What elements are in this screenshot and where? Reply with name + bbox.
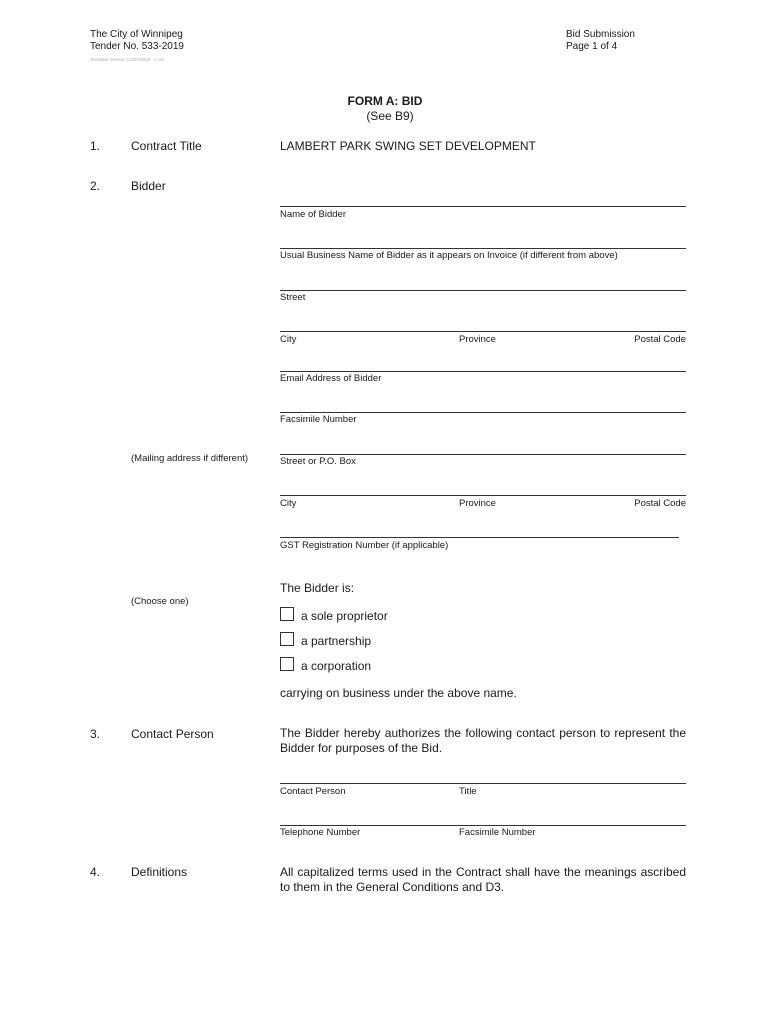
partnership-checkbox[interactable] — [280, 632, 294, 646]
header-bid-submission: Bid Submission — [566, 29, 635, 40]
section-1-label: Contract Title — [131, 139, 202, 153]
form-subtitle: (See B9) — [366, 109, 414, 123]
section-2-label: Bidder — [131, 179, 166, 193]
street-po-line[interactable] — [280, 454, 686, 455]
name-of-bidder-label: Name of Bidder — [280, 209, 347, 220]
contact-title-label: Title — [459, 786, 477, 797]
gst-label: GST Registration Number (if applicable) — [280, 540, 449, 551]
corporation-checkbox[interactable] — [280, 657, 294, 671]
contact-person-line[interactable] — [280, 783, 686, 784]
usual-business-name-label: Usual Business Name of Bidder as it appears on Invoice (if different from above) — [280, 250, 618, 261]
section-3-label: Contact Person — [131, 727, 214, 741]
city-label: City — [280, 334, 297, 345]
definitions-text: All capitalized terms used in the Contract shall have the meanings ascribed to them in the General Conditions and D3. — [280, 865, 686, 894]
contact-authorization-text: The Bidder hereby authorizes the following contact person to represent the Bidder for purposes of the Bid. — [280, 726, 686, 755]
section-2-number: 2. — [90, 179, 101, 193]
email-label: Email Address of Bidder — [280, 373, 382, 384]
mailing-address-note: (Mailing address if different) — [131, 453, 249, 464]
contract-title-value: LAMBERT PARK SWING SET DEVELOPMENT — [280, 139, 536, 153]
fax-line[interactable] — [280, 412, 686, 413]
postal-code-label-2: Postal Code — [634, 498, 686, 509]
city-label-2: City — [280, 498, 297, 509]
city-province-postal-line[interactable] — [280, 331, 686, 332]
header-page: Page 1 of 4 — [566, 41, 618, 52]
street-line[interactable] — [280, 290, 686, 291]
street-label: Street — [280, 292, 306, 303]
street-po-label: Street or P.O. Box — [280, 456, 356, 467]
usual-business-name-line[interactable] — [280, 248, 686, 249]
contact-fax-label: Facsimile Number — [459, 827, 536, 838]
telephone-label: Telephone Number — [280, 827, 361, 838]
carrying-on-business-text: carrying on business under the above name. — [280, 686, 517, 700]
form-title: FORM A: BID — [347, 94, 423, 108]
corporation-label: a corporation — [301, 659, 372, 673]
email-line[interactable] — [280, 371, 686, 372]
province-label: Province — [459, 334, 496, 345]
section-3-number: 3. — [90, 727, 101, 741]
header-template: Template Version: C32019010 - C 2X — [90, 57, 165, 62]
section-1-number: 1. — [90, 139, 101, 153]
telephone-line[interactable] — [280, 825, 686, 826]
header-tender: Tender No. 533-2019 — [90, 41, 184, 52]
partnership-label: a partnership — [301, 634, 372, 648]
fax-label: Facsimile Number — [280, 414, 357, 425]
choose-one-note: (Choose one) — [131, 596, 189, 607]
sole-proprietor-checkbox[interactable] — [280, 607, 294, 621]
header-org: The City of Winnipeg — [90, 29, 183, 40]
mailing-city-line[interactable] — [280, 495, 686, 496]
bidder-is-heading: The Bidder is: — [280, 581, 355, 595]
gst-line[interactable] — [280, 537, 679, 538]
province-label-2: Province — [459, 498, 496, 509]
postal-code-label: Postal Code — [634, 334, 686, 345]
section-4-label: Definitions — [131, 865, 188, 879]
section-4-number: 4. — [90, 865, 101, 879]
name-of-bidder-line[interactable] — [280, 206, 686, 207]
sole-proprietor-label: a sole proprietor — [301, 609, 388, 623]
contact-person-label: Contact Person — [280, 786, 346, 797]
